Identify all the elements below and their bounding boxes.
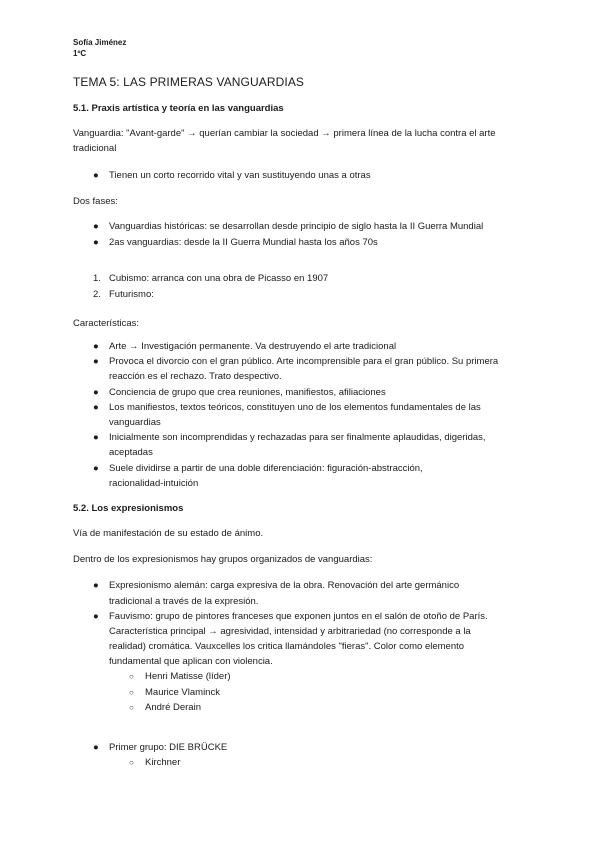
list-item-text: Primer grupo: DIE BRÜCKE: [109, 742, 228, 753]
list-item-continuation: tradicional a través de la expresión.: [109, 596, 259, 607]
phases-label: Dos fases:: [73, 196, 118, 207]
bullet-icon: ●: [93, 432, 99, 443]
circle-bullet-icon: ○: [129, 688, 134, 697]
list-item-text: Futurismo:: [109, 289, 154, 300]
list-item-text: Maurice Vlaminck: [145, 687, 220, 698]
list-item-text: Provoca el divorcio con el gran público. Arte incomprensible para el gran público. Su primera: [109, 356, 499, 367]
paragraph-line: Vanguardia: "Avant-garde" → querían cambiar la sociedad → primera línea de la lucha contra el arte: [73, 128, 496, 139]
list-item-text: Los manifiestos, textos teóricos, constituyen uno de los elementos fundamentales de las: [109, 402, 481, 413]
circle-bullet-icon: ○: [129, 703, 134, 712]
bullet-icon: ●: [93, 237, 99, 248]
list-item-text: Tienen un corto recorrido vital y van sustituyendo unas a otras: [109, 170, 371, 181]
section-heading-5-1: 5.1. Praxis artística y teoría en las vanguardias: [73, 103, 284, 114]
paragraph: Vía de manifestación de su estado de ánimo.: [73, 528, 264, 539]
list-item-text: Arte → Investigación permanente. Va destruyendo el arte tradicional: [109, 341, 397, 352]
section-heading-5-2: 5.2. Los expresionismos: [73, 503, 184, 514]
bullet-icon: ●: [93, 742, 99, 753]
list-item-text: Vanguardias históricas: se desarrollan desde principio de siglo hasta la II Guerra Mundial: [109, 221, 484, 232]
circle-bullet-icon: ○: [129, 672, 134, 681]
list-item-continuation: vanguardias: [109, 417, 161, 428]
paragraph: Dentro de los expresionismos hay grupos organizados de vanguardias:: [73, 554, 373, 565]
list-item-continuation: fundamental que aplican con violencia.: [109, 656, 273, 667]
item-number: 2.: [93, 289, 101, 300]
list-item-text: Inicialmente son incomprendidas y rechazadas para ser finalmente aplaudidas, digeridas,: [109, 432, 486, 443]
bullet-icon: ●: [93, 170, 99, 181]
list-item-continuation: racionalidad-intuición: [109, 478, 199, 489]
list-item-text: Expresionismo alemán: carga expresiva de la obra. Renovación del arte germánico: [109, 580, 460, 591]
bullet-icon: ●: [93, 463, 99, 474]
circle-bullet-icon: ○: [129, 758, 134, 767]
list-item-continuation: Característica principal → agresividad, intensidad y arbitrariedad (no corresponde a la: [109, 626, 471, 637]
list-item-text: Fauvismo: grupo de pintores franceses que exponen juntos en el salón de otoño de París.: [109, 611, 488, 622]
list-item-text: Conciencia de grupo que crea reuniones, manifiestos, afiliaciones: [109, 387, 386, 398]
bullet-icon: ●: [93, 387, 99, 398]
bullet-icon: ●: [93, 611, 99, 622]
course-label: 1ºC: [73, 49, 87, 58]
list-item-text: Suele dividirse a partir de una doble diferenciación: figuración-abstracción,: [109, 463, 423, 474]
bullet-icon: ●: [93, 402, 99, 413]
list-item-text: André Derain: [145, 702, 201, 713]
bullet-icon: ●: [93, 580, 99, 591]
author-name: Sofía Jiménez: [73, 38, 127, 47]
item-number: 1.: [93, 273, 101, 284]
bullet-icon: ●: [93, 356, 99, 367]
list-item-text: 2as vanguardias: desde la II Guerra Mundial hasta los años 70s: [109, 237, 378, 248]
bullet-icon: ●: [93, 341, 99, 352]
list-item-continuation: aceptadas: [109, 447, 153, 458]
bullet-icon: ●: [93, 221, 99, 232]
page-title: TEMA 5: LAS PRIMERAS VANGUARDIAS: [73, 75, 305, 89]
list-item-text: Cubismo: arranca con una obra de Picasso en 1907: [109, 273, 329, 284]
list-item-continuation: realidad) cromática. Vauxcelles los critica llamándoles "fieras". Color como elemento: [109, 641, 465, 652]
paragraph-line: tradicional: [73, 143, 117, 154]
list-item-text: Henri Matisse (líder): [145, 671, 231, 682]
list-item-text: Kirchner: [145, 757, 181, 768]
list-item-continuation: reacción es el rechazo. Trato despectivo.: [109, 371, 282, 382]
characteristics-label: Características:: [73, 318, 139, 329]
